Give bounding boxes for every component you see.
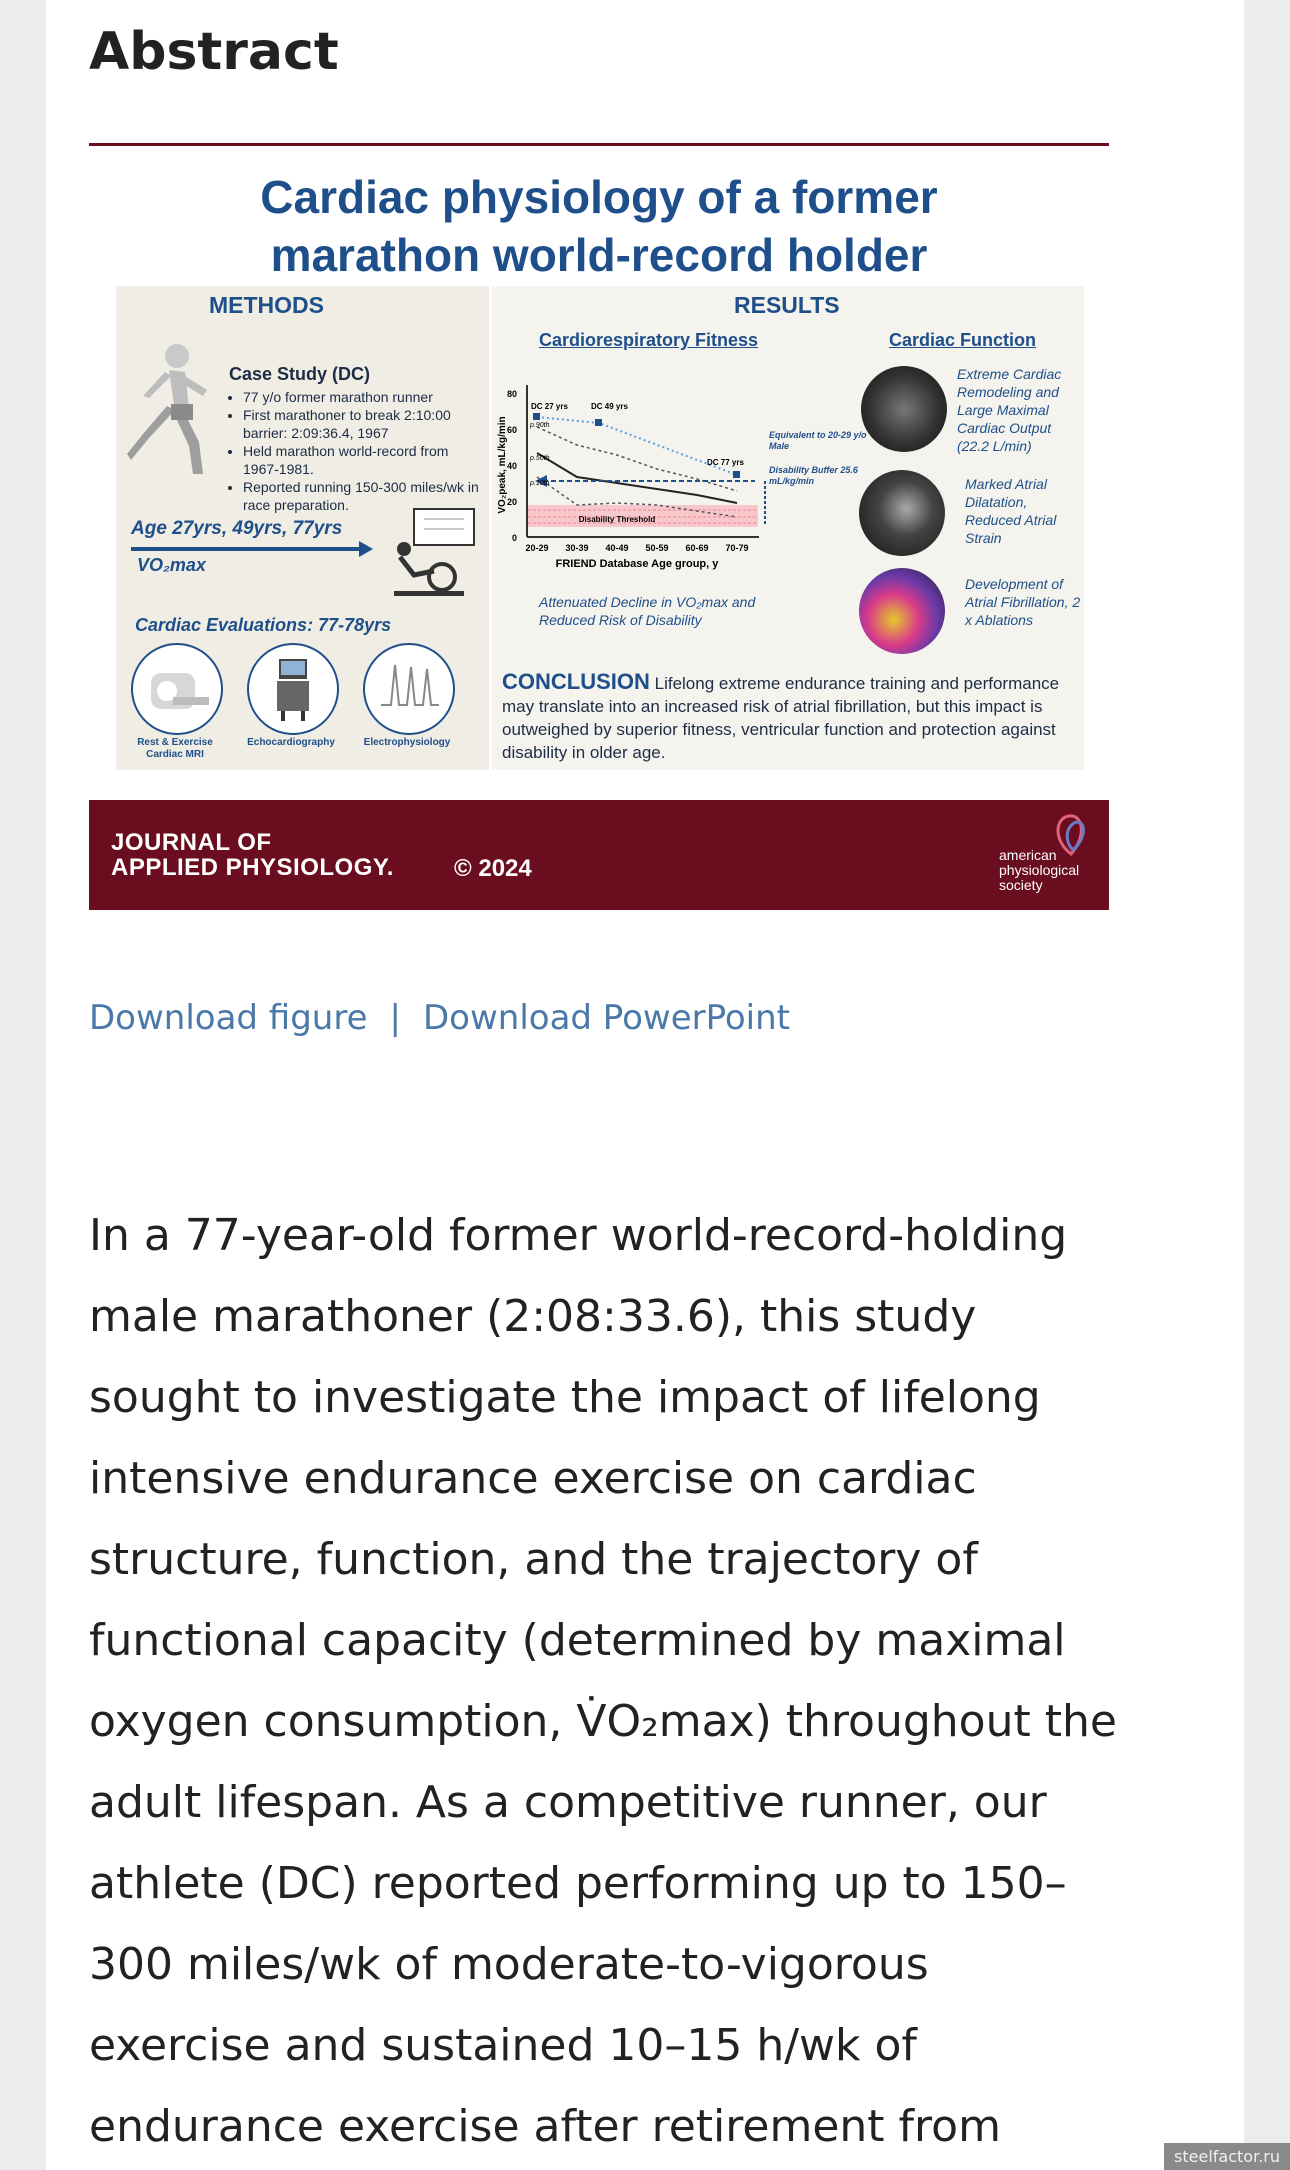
x-tick: 40-49 <box>605 543 629 553</box>
function-heading: Cardiac Function <box>889 330 1037 350</box>
x-tick: 60-69 <box>685 543 709 553</box>
arrow-head-icon <box>359 541 373 557</box>
p50-label: p.50th <box>530 455 550 462</box>
eval-caption-mri: Rest & Exercise Cardiac MRI <box>137 737 213 760</box>
conclusion-title: CONCLUSION <box>502 669 650 694</box>
copyright-year: © 2024 <box>454 855 532 882</box>
eval-caption-echo: Echocardiography <box>247 737 335 748</box>
echocardiography-icon <box>247 643 339 735</box>
attenuated-note: Attenuated Decline in VO₂max and Reduced Risk of Disability <box>539 594 756 628</box>
y-tick: 20 <box>506 497 517 507</box>
figure-title: Cardiac physiology of a former marathon world-record holder <box>260 171 938 281</box>
disability-label: Disability Threshold <box>578 515 656 524</box>
y-tick: 80 <box>506 389 517 399</box>
journal-name: JOURNAL OF APPLIED PHYSIOLOGY. <box>111 829 394 881</box>
x-tick: 30-39 <box>565 543 589 553</box>
function-item: Extreme Cardiac Remodeling and Large Maximal Cardiac Output (22.2 L/min) <box>957 366 1062 454</box>
journal-banner <box>89 800 1109 910</box>
society-name: american physiological society <box>999 847 1080 893</box>
heading-divider <box>89 143 1109 146</box>
download-links <box>89 998 790 1038</box>
list-item: • First marathoner to break 2:10:00 barrier: 2:09:36.4, 1967 <box>243 406 488 442</box>
conclusion-text: Lifelong extreme endurance training and performance may translate into an increased risk of atrial fibrillation, but this impact is outweighed by superior fitness, ventricular function and protection against disability in older age. <box>502 674 1060 762</box>
evaluations-label: Cardiac Evaluations: 77-78yrs <box>135 615 392 635</box>
x-axis-label: FRIEND Database Age group, y <box>555 558 719 570</box>
list-item: • 77 y/o former marathon runner <box>243 388 488 406</box>
fitness-chart <box>497 365 767 585</box>
p90-label: p.90th <box>530 422 550 429</box>
results-label: RESULTS <box>734 292 840 318</box>
electrophysiology-icon <box>363 643 455 735</box>
mri-icon <box>131 643 223 735</box>
equivalent-label: Equivalent to 20-29 y/o Male <box>769 430 867 451</box>
buffer-label: Disability Buffer 25.6 mL/kg/min <box>769 465 858 486</box>
abstract-body: In a 77-year-old former world-record-holding male marathoner (2:08:33.6), this study sought to investigate the impact of lifelong intensive endurance exercise on cardiac structure, function, and the trajectory of functional capacity (determined by maximal oxygen consumption, V̇O₂max) throughout the adult lifespan. As a competitive runner, our athlete (DC) reported performing up to 150–300 miles/wk of moderate-to-vigorous exercise and sustained 10–15 h/wk of endurance exercise after retirement from <box>89 1210 1117 2152</box>
cardiac-mri-image-icon <box>861 366 947 452</box>
graphical-abstract[interactable] <box>89 160 1109 910</box>
list-item: • Reported running 150-300 miles/wk in race preparation. <box>243 478 488 514</box>
conclusion <box>502 670 1077 764</box>
age-label: Age 27yrs, 49yrs, 77yrs <box>131 518 343 539</box>
y-axis-label: VO₂peak, mL/kg/min <box>497 416 508 514</box>
abstract-heading: Abstract <box>89 22 339 82</box>
link-separator: | <box>389 998 401 1038</box>
x-tick: 20-29 <box>525 543 549 553</box>
methods-label: METHODS <box>209 292 324 318</box>
runner-icon <box>119 338 219 483</box>
fitness-heading: Cardiorespiratory Fitness <box>539 330 759 350</box>
x-tick: 50-59 <box>645 543 669 553</box>
function-item: Development of Atrial Fibrillation, 2 x Ablations <box>965 576 1081 628</box>
dc49-label: DC 49 yrs <box>591 402 628 411</box>
echo-image-icon <box>859 470 945 556</box>
case-study-title: Case Study (DC) <box>229 364 371 384</box>
download-powerpoint-link[interactable]: Download PowerPoint <box>422 998 791 1038</box>
dc27-label: DC 27 yrs <box>531 402 568 411</box>
dc77-label: DC 77 yrs <box>707 458 744 467</box>
function-item: Marked Atrial Dilatation, Reduced Atrial Strain <box>965 476 1057 546</box>
y-tick: 60 <box>506 425 517 435</box>
p10-label: p.10th <box>530 480 550 487</box>
y-tick: 40 <box>506 461 517 471</box>
case-study-list <box>229 388 488 514</box>
download-figure-link[interactable]: Download figure <box>89 998 368 1038</box>
watermark: steelfactor.ru <box>1164 2143 1290 2170</box>
arrow-line <box>131 547 361 551</box>
exercise-bike-icon <box>384 505 479 600</box>
electroanatomic-map-icon <box>859 568 945 654</box>
y-tick: 0 <box>511 533 517 543</box>
list-item: • Held marathon world-record from 1967-1981. <box>243 442 488 478</box>
x-tick: 70-79 <box>725 543 749 553</box>
eval-caption-ep: Electrophysiology <box>363 737 451 748</box>
vo2max-label: VO₂max <box>137 555 206 575</box>
